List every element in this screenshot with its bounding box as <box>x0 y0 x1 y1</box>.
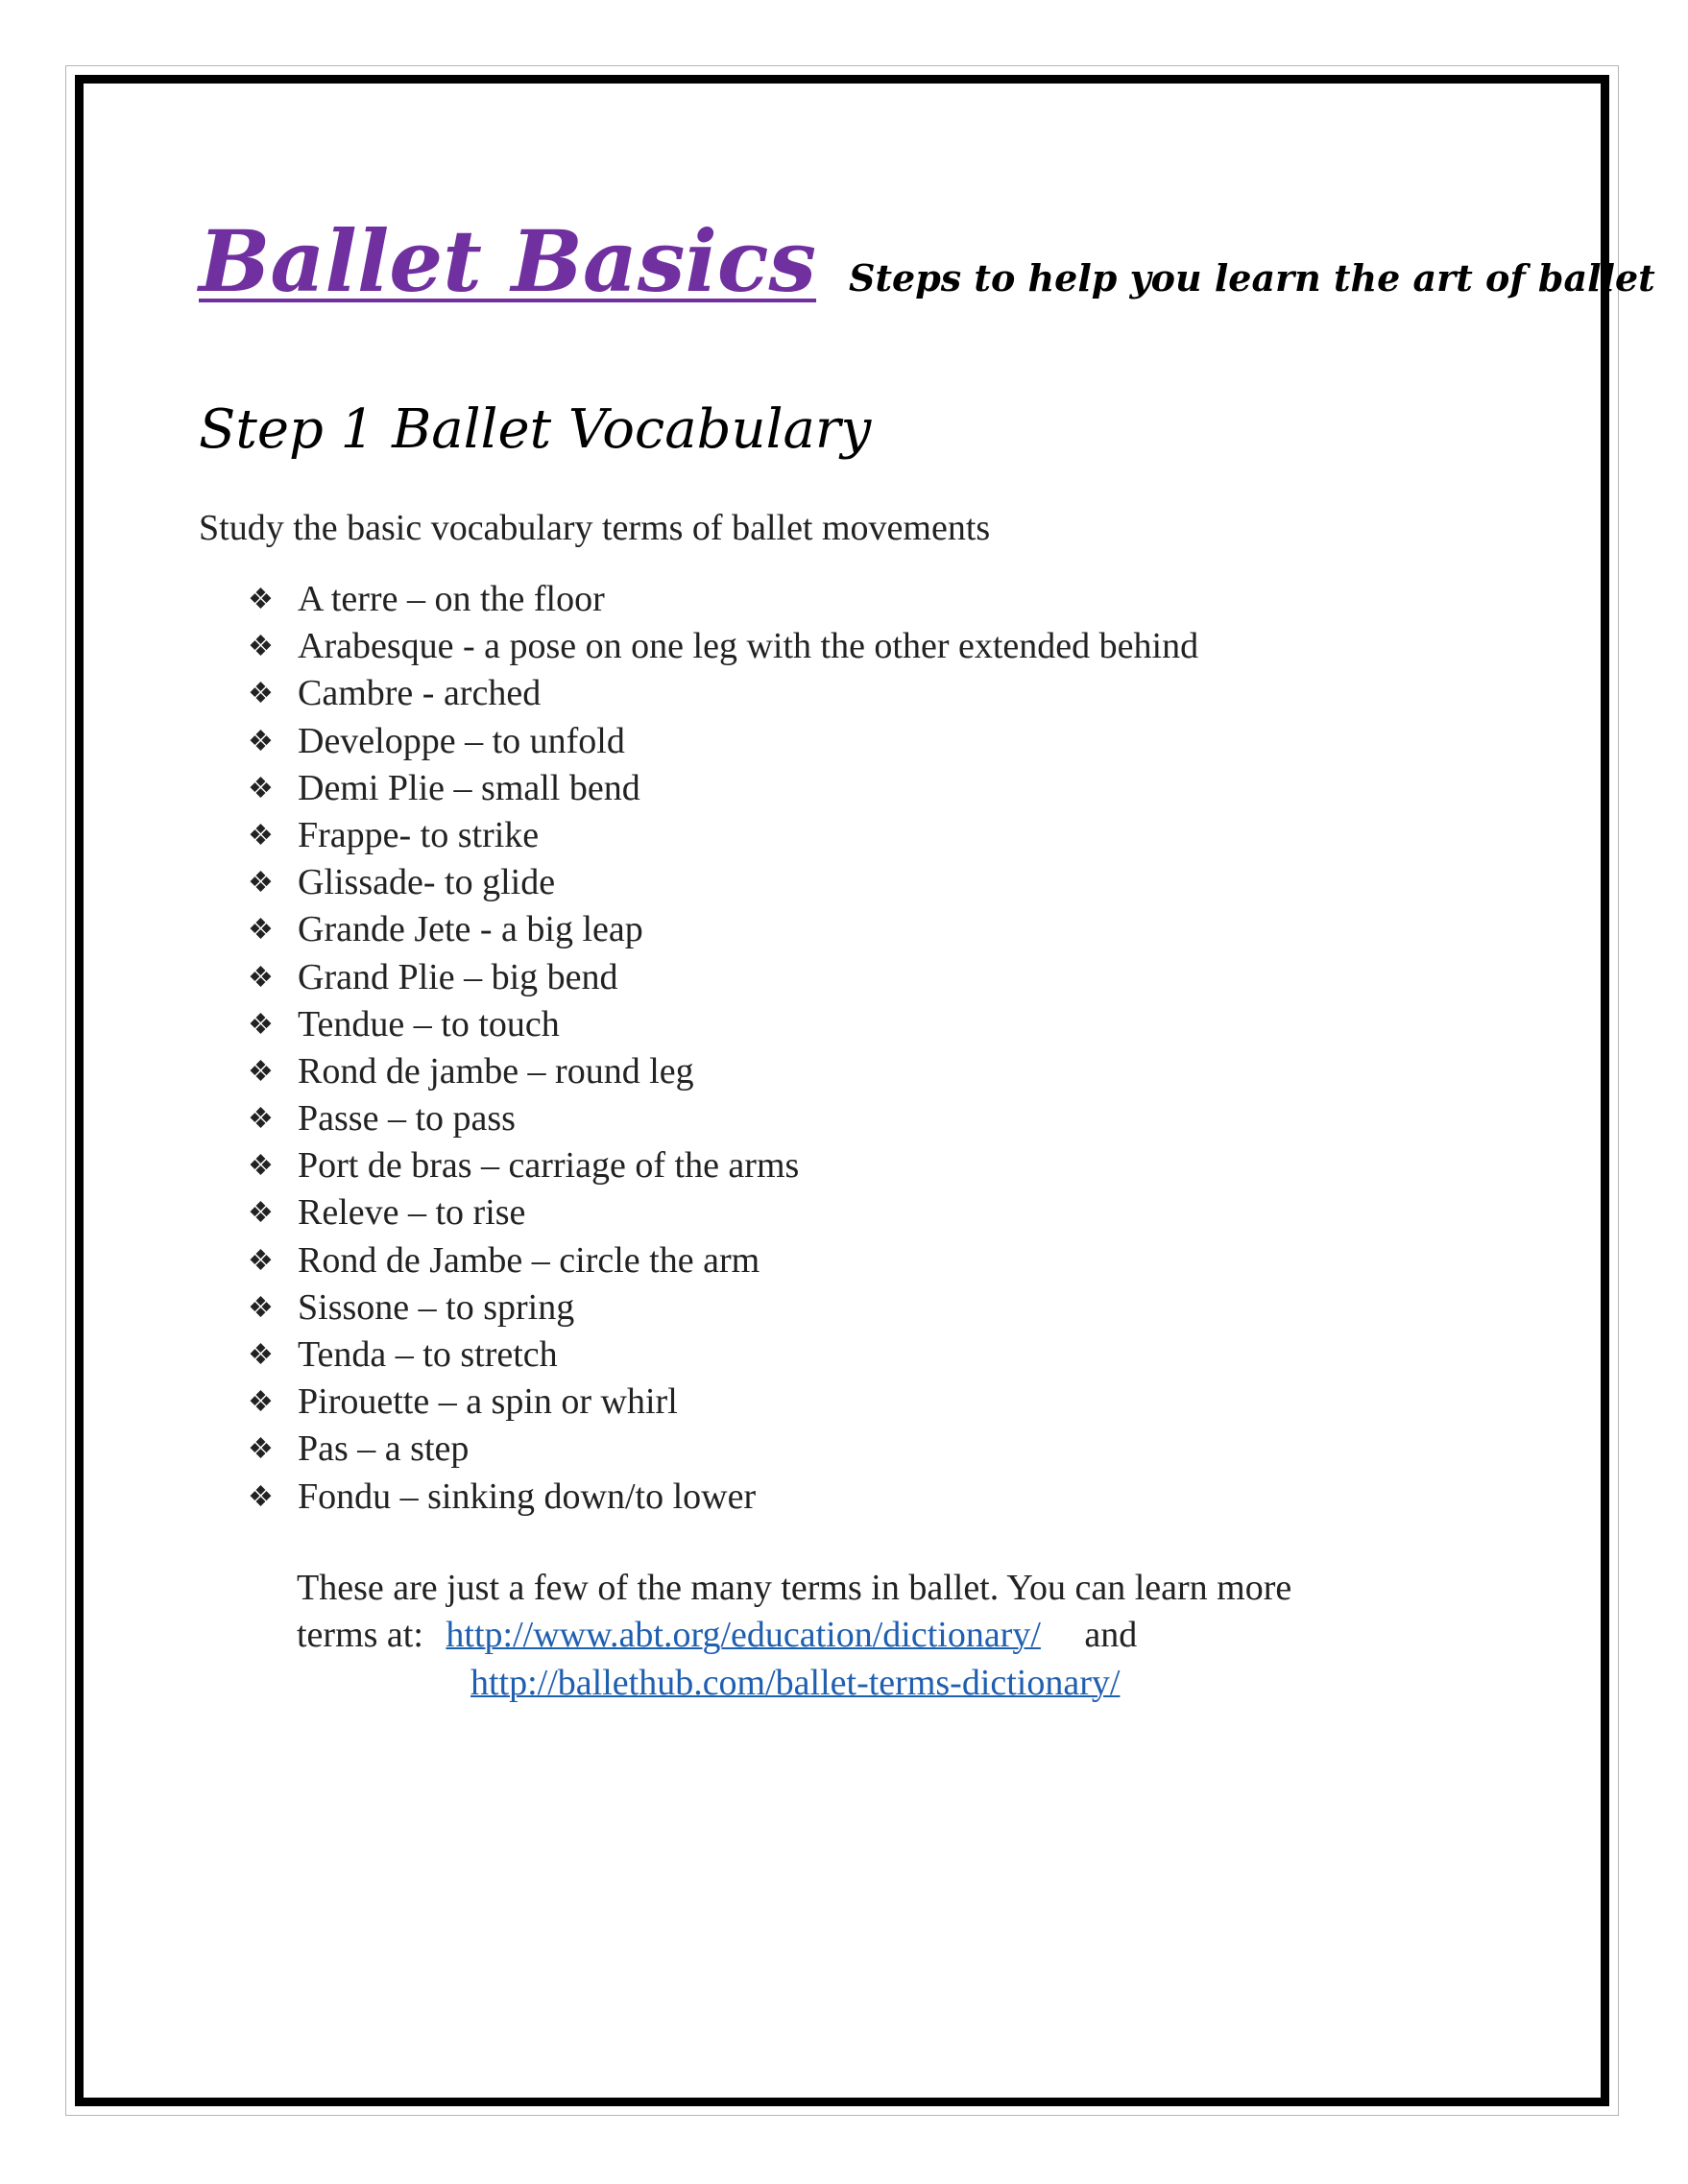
term-text: Grand Plie – big bend <box>298 956 618 997</box>
ballethub-dictionary-link[interactable]: http://ballethub.com/ballet-terms-dictionary/ <box>470 1663 1121 1703</box>
intro-text: Study the basic vocabulary terms of ballet movements <box>199 508 991 548</box>
subtitle: Steps to help you learn the art of ballet <box>849 256 1655 300</box>
step-heading: Step 1 Ballet Vocabulary <box>199 398 872 461</box>
list-item <box>248 1142 1198 1189</box>
list-item <box>248 954 1198 1001</box>
term-text: Pirouette – a spin or whirl <box>298 1381 678 1423</box>
term-text: Pas – a step <box>298 1428 470 1470</box>
list-item <box>248 859 1198 906</box>
diamond-bullet-icon: ❖ <box>248 678 274 710</box>
list-item <box>248 1284 1198 1332</box>
list-item <box>248 1095 1198 1142</box>
list-item <box>248 906 1198 953</box>
list-item <box>248 718 1198 765</box>
list-item <box>248 1048 1198 1095</box>
diamond-bullet-icon: ❖ <box>248 1150 274 1183</box>
term-text: Frappe- to strike <box>298 814 540 855</box>
abt-dictionary-link[interactable]: http://www.abt.org/education/dictionary/ <box>446 1615 1041 1655</box>
term-text: Fondu – sinking down/to lower <box>298 1476 757 1517</box>
list-item <box>248 1426 1198 1473</box>
vocabulary-list <box>248 576 1198 1521</box>
list-item <box>248 1474 1198 1521</box>
diamond-bullet-icon: ❖ <box>248 819 274 852</box>
list-item <box>248 1189 1198 1236</box>
term-text: Rond de jambe – round leg <box>298 1050 694 1092</box>
list-item <box>248 1379 1198 1426</box>
term-text: Tendue – to touch <box>298 1003 560 1044</box>
diamond-bullet-icon: ❖ <box>248 631 274 663</box>
term-text: Grande Jete - a big leap <box>298 909 643 950</box>
list-item <box>248 1001 1198 1048</box>
list-item <box>248 1237 1198 1284</box>
term-text: Demi Plie – small bend <box>298 767 640 808</box>
diamond-bullet-icon: ❖ <box>248 1103 274 1136</box>
diamond-bullet-icon: ❖ <box>248 584 274 615</box>
diamond-bullet-icon: ❖ <box>248 1433 274 1466</box>
list-item <box>248 812 1198 859</box>
term-text: Tenda – to stretch <box>298 1334 558 1375</box>
diamond-bullet-icon: ❖ <box>248 1386 274 1419</box>
closing-line-1: These are just a few of the many terms in ballet. You can learn more <box>297 1568 1292 1608</box>
diamond-bullet-icon: ❖ <box>248 725 274 757</box>
diamond-bullet-icon: ❖ <box>248 914 274 947</box>
closing-line-2 <box>297 1612 1291 1659</box>
diamond-bullet-icon: ❖ <box>248 1244 274 1277</box>
term-text: Developpe – to unfold <box>298 720 625 761</box>
diamond-bullet-icon: ❖ <box>248 772 274 804</box>
list-item <box>248 765 1198 812</box>
closing-line-3 <box>470 1660 1120 1707</box>
term-text: Port de bras – carriage of the arms <box>298 1145 800 1187</box>
diamond-bullet-icon: ❖ <box>248 1291 274 1324</box>
title-row <box>199 211 1655 311</box>
term-text: Rond de Jambe – circle the arm <box>298 1239 760 1281</box>
list-item <box>248 576 1198 623</box>
list-item <box>248 1332 1198 1379</box>
term-text: Glissade- to glide <box>298 862 556 903</box>
closing-paragraph <box>297 1565 1291 1659</box>
diamond-bullet-icon: ❖ <box>248 1055 274 1088</box>
term-text: Sissone – to spring <box>298 1286 575 1328</box>
diamond-bullet-icon: ❖ <box>248 1339 274 1371</box>
term-text: Cambre - arched <box>298 673 542 714</box>
list-item <box>248 623 1198 670</box>
term-text: Releve – to rise <box>298 1192 526 1234</box>
diamond-bullet-icon: ❖ <box>248 961 274 994</box>
term-text: Passe – to pass <box>298 1098 516 1140</box>
diamond-bullet-icon: ❖ <box>248 1197 274 1230</box>
diamond-bullet-icon: ❖ <box>248 1008 274 1041</box>
list-item <box>248 670 1198 717</box>
term-text: A terre – on the floor <box>298 579 605 619</box>
diamond-bullet-icon: ❖ <box>248 1480 274 1513</box>
closing-prefix: terms at: <box>297 1615 423 1655</box>
closing-connector: and <box>1084 1615 1138 1655</box>
term-text: Arabesque - a pose on one leg with the other extended behind <box>298 626 1199 667</box>
main-title: Ballet Basics <box>199 211 817 311</box>
diamond-bullet-icon: ❖ <box>248 867 274 900</box>
